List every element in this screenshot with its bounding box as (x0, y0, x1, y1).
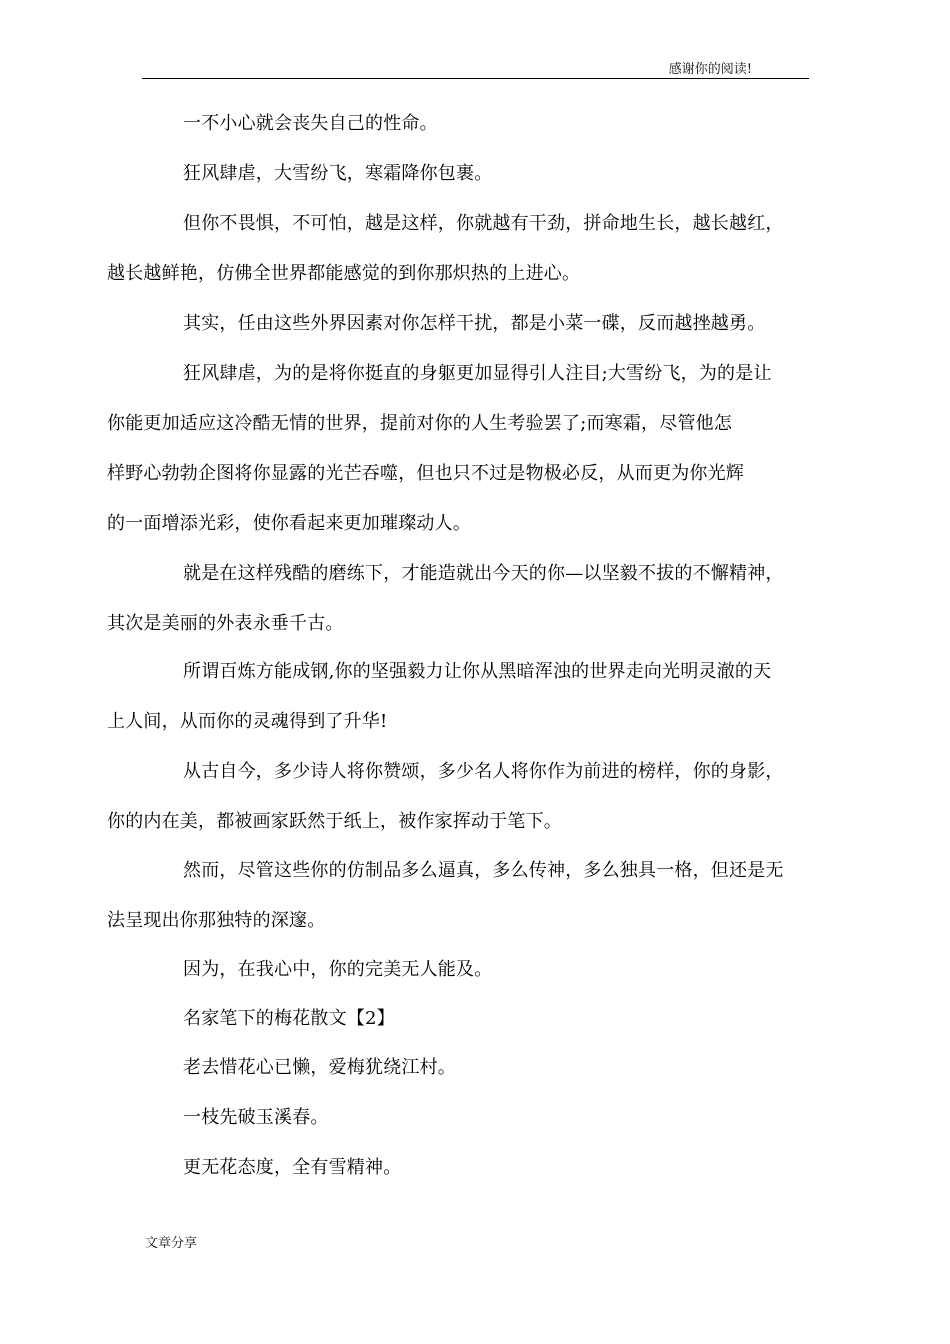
paragraph (145, 1143, 815, 1193)
paragraph (145, 1093, 815, 1143)
text-line: 更无花态度，全有雪精神。 (183, 1157, 402, 1178)
text-line: 狂风肆虐，为的是将你挺直的身躯更加显得引人注目;大雪纷飞，为的是让 (183, 363, 772, 384)
text-line: 然而，尽管这些你的仿制品多么逼真，多么传神，多么独具一格，但还是无 (183, 860, 784, 881)
text-line: 的一面增添光彩，使你看起来更加璀璨动人。 (107, 513, 471, 534)
text-line: 狂风肆虐，大雪纷飞，寒霜降你包裹。 (183, 163, 493, 184)
paragraph (107, 349, 815, 549)
text-line: 上人间，从而你的灵魂得到了升华! (107, 711, 388, 732)
text-line: 一不小心就会丧失自己的性命。 (183, 113, 438, 134)
text-line: 老去惜花心已懒，爱梅犹绕江村。 (183, 1057, 456, 1078)
text-line: 你能更加适应这冷酷无情的世界，提前对你的人生考验罢了;而寒霜，尽管他怎 (107, 413, 733, 434)
text-line: 你的内在美，都被画家跃然于纸上，被作家挥动于笔下。 (107, 811, 562, 832)
paragraph (145, 299, 815, 349)
text-line: 一枝先破玉溪春。 (183, 1107, 329, 1128)
paragraph (145, 1043, 815, 1093)
text-line: 法呈现出你那独特的深邃。 (107, 910, 326, 931)
section-heading (145, 994, 815, 1044)
text-line: 所谓百炼方能成钢,你的坚强毅力让你从黑暗浑浊的世界走向光明灵澈的天 (183, 661, 772, 682)
header-divider (142, 78, 809, 79)
paragraph (145, 99, 815, 149)
paragraph (145, 945, 815, 995)
text-line: 就是在这样残酷的磨练下，才能造就出今天的你—以坚毅不拔的不懈精神， (183, 563, 784, 584)
text-line: 越长越鲜艳，仿佛全世界都能感觉的到你那炽热的上进心。 (107, 263, 581, 284)
paragraph (107, 747, 815, 847)
header-text: 感谢你的阅读! (668, 62, 752, 77)
footer-text: 文章分享 (145, 1236, 198, 1251)
text-line: 其次是美丽的外表永垂千古。 (107, 613, 344, 634)
text-line: 样野心勃勃企图将你显露的光芒吞噬，但也只不过是物极必反，从而更为你光辉 (107, 463, 744, 484)
text-line: 但你不畏惧，不可怕，越是这样，你就越有干劲，拼命地生长，越长越红， (183, 213, 784, 234)
text-line: 因为，在我心中，你的完美无人能及。 (183, 959, 493, 980)
paragraph (107, 647, 815, 747)
text-line: 从古自今，多少诗人将你赞颂，多少名人将你作为前进的榜样，你的身影， (183, 761, 784, 782)
paragraph (107, 846, 815, 946)
text-line: 名家笔下的梅花散文【2】 (183, 1008, 395, 1029)
text-line: 其实，任由这些外界因素对你怎样干扰，都是小菜一碟，反而越挫越勇。 (183, 313, 766, 334)
paragraph (145, 149, 815, 199)
paragraph (107, 199, 815, 299)
paragraph (107, 549, 815, 649)
